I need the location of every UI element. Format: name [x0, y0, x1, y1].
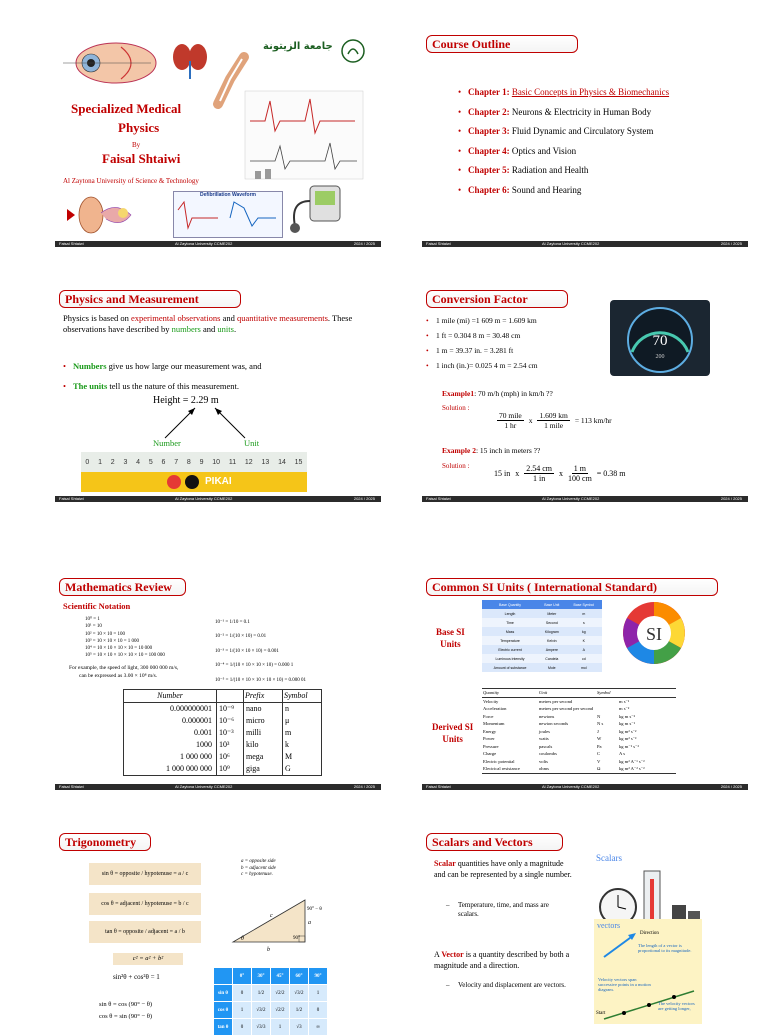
fact-item: • 1 inch (in.)= 0.025 4 m = 2.54 cm	[426, 358, 538, 373]
ruler-image	[81, 452, 307, 492]
table-row: 0.001 10⁻³ milli m	[124, 727, 322, 739]
formula-tan: tan θ = opposite / adjacent = a / b	[89, 921, 201, 943]
table-row: Electric current Ampere A	[482, 645, 602, 654]
chapter-list	[458, 83, 669, 201]
intro-paragraph: Physics is based on experimental observations and quantitative measurements. These observations have described by numbers and units.	[63, 313, 353, 334]
svg-text:90°: 90°	[293, 936, 300, 941]
example-2-equation: 15 in x 2.54 cm 1 in x $\frac{1 m}{100 cm}$ = 0.38 m	[494, 464, 626, 483]
slide-heading: Common SI Units ( International Standard)	[426, 578, 718, 596]
table-row: 0.000000001 10⁻⁹ nano n	[124, 703, 322, 716]
height-equation: Height = 2.29 m	[153, 395, 219, 406]
footer-course: Al Zaytona University CCME202	[175, 241, 233, 246]
chapter-item: • Chapter 2: Neurons & Electricity in Human Body	[458, 103, 669, 123]
conversion-facts	[426, 313, 538, 373]
table-row: cos θ 1 √3/2 √2/2 1/2 0	[214, 1002, 328, 1019]
table-row: Luminous intensity Candela cd	[482, 654, 602, 663]
base-si-label: Base SI Units	[436, 627, 465, 649]
scalars-caption: Scalars	[596, 853, 622, 863]
footer	[55, 241, 381, 247]
ruler-tick: 15	[294, 458, 303, 466]
vectors-caption: vectors	[597, 921, 621, 930]
measurement-bullets	[63, 356, 353, 396]
slide-physics-measurement	[55, 286, 381, 502]
university-logo	[263, 39, 333, 65]
footer: Faisal Shtaiwi Al Zaytona University CCME202 2024 / 2025	[55, 496, 381, 502]
footer: Faisal Shtaiwi Al Zaytona University CCME202 2024 / 2025	[422, 784, 748, 790]
ruler-tick: 0	[85, 458, 90, 466]
ruler-tick: 3	[123, 458, 128, 466]
eye-illustration	[61, 37, 171, 87]
formula-pythagoras: c² = a² + b²	[113, 953, 183, 965]
svg-text:200: 200	[655, 354, 665, 360]
footer-author: Faisal Shtaiwi	[59, 241, 84, 246]
side-legend: a = opposite side b = adjacent side c = hypotenuse.	[241, 859, 276, 877]
slide-title	[55, 31, 381, 247]
chapter-1-link[interactable]: Basic Concepts in Physics & Biomechanics	[511, 87, 670, 97]
logo-emblem	[341, 39, 365, 63]
positive-powers: 10⁰ = 1 10¹ = 10 10² = 10 × 10 = 100 10³ = 10 × 10 × 10 = 1 000 10⁴ = 10 × 10 × 10 × 10 = 10 000 10⁵ = 10 × 10 × 10 × 10 × 10 = 100 000	[85, 617, 165, 659]
slide-heading: Mathematics Review	[59, 578, 186, 596]
table-row: sin θ 0 1/2 √2/2 √3/2 1	[214, 985, 328, 1002]
ruler-tick: 9	[199, 458, 204, 466]
defibrillation-panel	[173, 191, 283, 238]
example-2: Example 2: 15 inch in meters ??	[442, 446, 541, 455]
solution-label: Solution :	[442, 404, 470, 412]
ruler-band	[81, 472, 307, 492]
table-row: 1 000 000 10⁶ mega M	[124, 751, 322, 763]
table-header: 0° 30° 45° 60° 90°	[214, 968, 328, 985]
footer: Faisal Shtaiwi Al Zaytona University CCME202 2024 / 2025	[422, 496, 748, 502]
table-row: 1000 10³ kilo k	[124, 739, 322, 751]
fact-item: • 1 ft = 0.304 8 m = 30.48 cm	[426, 328, 538, 343]
table-row: Momentum newton seconds N s kg m s⁻¹	[483, 721, 636, 726]
table-row: Length Meter m	[482, 609, 602, 618]
ruler-tick: 11	[228, 458, 237, 466]
formula-sin: sin θ = opposite / hypotenuse = a / c	[89, 863, 201, 885]
table-row: Amount of substance Mole mol	[482, 663, 602, 672]
fact-item: • 1 m = 39.37 in. = 3.281 ft	[426, 343, 538, 358]
defib-waveform	[174, 198, 280, 234]
table-row: tan θ 0 √3/3 1 √3 ∞	[214, 1019, 328, 1036]
table-row: Power watts W kg m² s⁻³	[483, 736, 637, 741]
ruler-tick: 8	[186, 458, 191, 466]
trig-values-table	[213, 967, 328, 1036]
direction-label: Direction	[640, 931, 659, 936]
section-subtitle: Scientific Notation	[63, 601, 131, 611]
svg-text:90° − θ: 90° − θ	[307, 907, 322, 912]
ecg-graphs	[245, 91, 365, 181]
length-note: The length of a vector is proportional to its magnitude.	[638, 943, 692, 953]
svg-text:θ: θ	[241, 936, 244, 942]
blood-pressure-device	[285, 181, 355, 236]
university-name: Al Zaytona University of Science & Technology	[63, 177, 199, 185]
slide-heading: Scalars and Vectors	[426, 833, 563, 851]
chapter-item: • Chapter 3: Fluid Dynamic and Circulatory System	[458, 122, 669, 142]
chapter-item: • Chapter 4: Optics and Vision	[458, 142, 669, 162]
table-row: Velocity metres per second m s⁻¹	[483, 698, 630, 704]
example-1: Example1: 70 m/h (mph) in km/h ??	[442, 389, 553, 398]
formula-cofunction-2: cos θ = sin (90° − θ)	[99, 1013, 152, 1020]
ruler-tick: 13	[261, 458, 270, 466]
fact-item: • 1 mile (mi) =1 609 m = 1.609 km	[426, 313, 538, 328]
chapter-item: • Chapter 6: Sound and Hearing	[458, 181, 669, 201]
ruler-mascot	[185, 475, 199, 489]
defib-title: Defibrillation Waveform	[200, 192, 256, 198]
svg-text:b: b	[267, 947, 270, 953]
formula-cofunction-1: sin θ = cos (90° − θ)	[99, 1001, 152, 1008]
vectors-panel	[594, 919, 702, 1024]
ruler-scale	[81, 452, 307, 472]
slide-scalars-vectors	[422, 829, 748, 1024]
svg-text:a: a	[308, 920, 311, 926]
table-row: Electrical resistance ohms Ω kg m² A⁻² s⁻³	[482, 765, 676, 773]
ruler-tick: 6	[161, 458, 166, 466]
by-label: By	[132, 141, 141, 149]
formula-cos: cos θ = adjacent / hypotenuse = b / c	[89, 893, 201, 915]
slide-trigonometry	[55, 829, 381, 1030]
solution-label: Solution :	[442, 462, 470, 470]
ruler-tick: 1	[98, 458, 102, 466]
ruler-mascot	[167, 475, 181, 489]
slide-heading: Trigonometry	[59, 833, 151, 851]
ruler-tick: 7	[174, 458, 179, 466]
right-triangle-diagram	[225, 884, 325, 954]
slide-heading: Physics and Measurement	[59, 290, 241, 308]
si-wheel-logo	[620, 599, 688, 667]
slide-conversion-factor	[422, 286, 748, 502]
slide-mathematics-review	[55, 574, 381, 790]
footer: Faisal Shtaiwi Al Zaytona University CCME202 2024 / 2025	[422, 241, 748, 247]
start-label: Start	[596, 1011, 606, 1016]
slide-si-units	[422, 574, 748, 790]
table-row: Force newtons N kg m s⁻²	[483, 713, 636, 719]
formula-identity: sin²θ + cos²θ = 1	[113, 973, 160, 981]
ruler-brand: PIKAI	[205, 476, 232, 487]
kidney-illustration	[170, 41, 210, 79]
longer-note: The velocity vectors are getting longer,	[658, 1001, 695, 1011]
unit-label: Unit	[244, 438, 260, 448]
ruler-tick: 2	[110, 458, 115, 466]
svg-text:70: 70	[652, 333, 668, 349]
ear-illustration	[61, 193, 141, 238]
prefix-table: Number Prefix Symbol 0.000000001 10⁻⁹ nano n 0.000001 10⁻⁶ micro μ 0.001 10⁻³ milli m 1000 10³ kilo k 1 000 000 10⁶ mega M 1 000 000 000 10⁹ giga G	[123, 689, 322, 776]
speedometer-image	[610, 300, 710, 376]
title-line-2: Physics	[118, 120, 160, 135]
table-row: Acceleration metres per second per second m s⁻²	[483, 706, 630, 711]
speed-of-light-example: For example, the speed of light, 300 000 000 m/s, can be expressed as 3.00 × 10⁸ m/s.	[69, 665, 179, 679]
slide-heading: Conversion Factor	[426, 290, 568, 308]
title-line-1: Specialized Medical	[71, 101, 182, 116]
logo-text: جامعة الزيتونة	[263, 41, 333, 52]
footer: Faisal Shtaiwi Al Zaytona University CCME202 2024 / 2025	[55, 784, 381, 790]
negative-powers: 10⁻¹ = 1/10 = 0.1 10⁻² = 1/(10 × 10) = 0.01 10⁻³ = 1/(10 × 10 × 10) = 0.001 10⁻⁴ = 1/(10 × 10 × 10 × 10) = 0.000 1 10⁻⁵ = 1/(10 × 10 × 10 × 10 × 10) = 0.000 01	[215, 620, 307, 683]
ruler-tick: 4	[136, 458, 141, 466]
chapter-item: • Chapter 5: Radiation and Health	[458, 161, 669, 181]
example-1-equation: 70 mile 1 hr x 1.609 km 1 mile = 113 km/hr	[499, 411, 612, 430]
table-row: Pressure pascals Pa kg m⁻¹ s⁻²	[483, 743, 639, 749]
derived-si-label: Derived SI Units	[432, 722, 474, 744]
base-units-table: Base Quantity Base Unit Base Symbol Length Meter m Time Second s Mass Kilogram kg Temperature Kelvin K Electric current Ampere A Luminous intensity Candela cd Amount of substance Mole mol	[482, 600, 602, 672]
table-row: Temperature Kelvin K	[482, 636, 602, 645]
footer-year: 2024 / 2025	[353, 241, 375, 246]
svg-text:SI: SI	[645, 624, 663, 644]
table-row: Mass Kilogram kg	[482, 627, 602, 636]
slide-heading: Course Outline	[426, 35, 578, 53]
chapter-item: • Chapter 1: Basic Concepts in Physics & Biomechanics	[458, 83, 669, 103]
slide-course-outline	[422, 31, 748, 247]
author-name: Faisal Shtaiwi	[102, 151, 181, 166]
arm-bone-illustration	[210, 49, 250, 109]
number-label: Number	[153, 438, 181, 448]
vector-example: – Velocity and displacement are vectors.	[446, 981, 566, 989]
bullet-numbers: • Numbers give us how large our measurement was, and	[63, 356, 353, 376]
bullet-units: • The units tell us the nature of this measurement.	[63, 376, 353, 396]
ruler-tick: 14	[278, 458, 286, 466]
velocity-note: Velocity vectors span successive points in a motion diagram.	[598, 977, 651, 992]
svg-text:c: c	[270, 913, 273, 919]
table-row: 1 000 000 000 10⁹ giga G	[124, 763, 322, 776]
table-row: Charge coulombs C A s	[483, 751, 625, 756]
table-row: Time Second s	[482, 618, 602, 627]
table-row: Electric potential volts V kg m² A⁻¹ s⁻³	[483, 758, 645, 764]
vector-definition: A Vector is a quantity described by both a magnitude and a direction.	[434, 950, 570, 970]
derived-units-table: Quantity Unit Symbol Velocity metres per second m s⁻¹ Acceleration metres per second per second m s⁻² Force newtons N kg m s⁻² Momentum newton seconds N s kg m s⁻¹ Energy joules J kg m² s⁻² Power watts W kg m² s⁻³ Pressure pascals Pa kg m⁻¹ s⁻² Charge coulombs C A s Electric potential volts V kg m² A⁻¹ s⁻³ Electrical resistance ohms Ω kg m² A⁻² s⁻³	[482, 688, 676, 774]
ruler-tick: 5	[148, 458, 153, 466]
scalar-definition: Scalar quantities have only a magnitude and can be represented by a single number.	[434, 859, 572, 879]
ruler-tick: 12	[244, 458, 253, 466]
table-row: Energy joules J kg m² s⁻²	[483, 728, 637, 734]
scalar-example: – Temperature, time, and mass are scalars.	[446, 901, 549, 918]
table-row: 0.000001 10⁻⁶ micro μ	[124, 715, 322, 727]
ruler-tick: 10	[212, 458, 221, 466]
